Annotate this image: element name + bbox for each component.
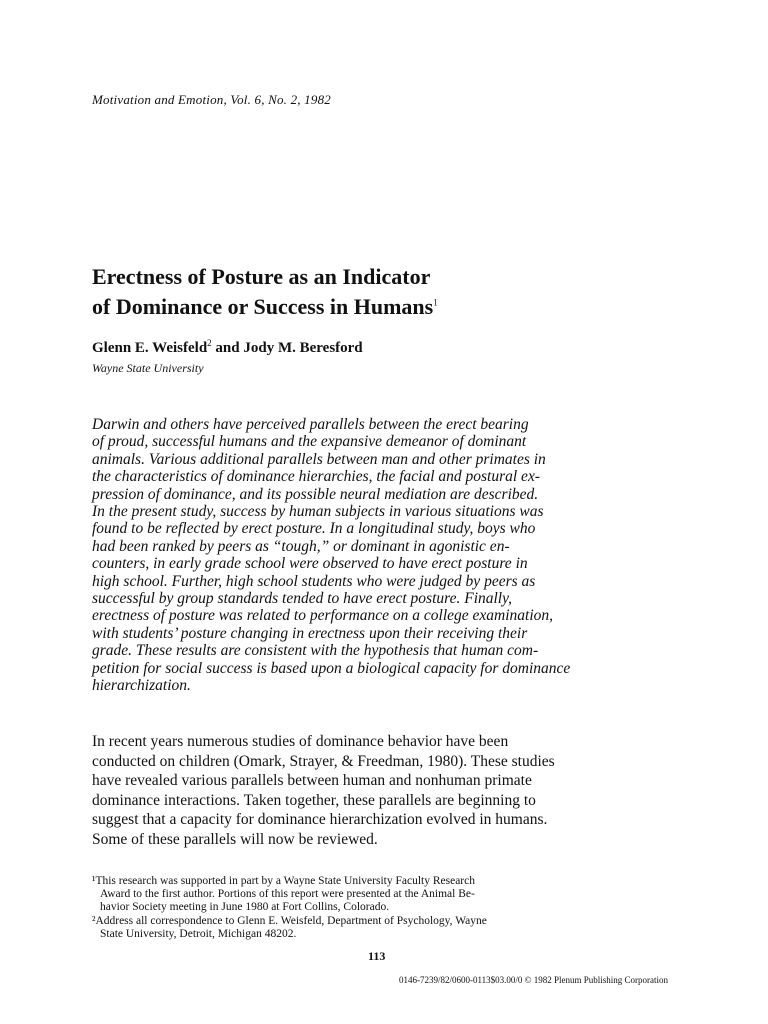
footnotes <box>92 875 672 941</box>
body-line: suggest that a capacity for dominance hierarchization evolved in humans. <box>92 811 548 828</box>
title-line-1: Erectness of Posture as an Indicator <box>92 264 431 289</box>
author-affiliation: Wayne State University <box>92 361 204 375</box>
author-2: Jody M. Beresford <box>243 340 363 356</box>
footnote-line: ²Address all correspondence to Glenn E. Weisfeld, Department of Psychology, Wayne <box>92 914 487 927</box>
body-line: dominance interactions. Taken together, these parallels are beginning to <box>92 791 536 809</box>
author-1: Glenn E. Weisfeld <box>92 340 208 356</box>
abstract-line: successful by group standards tended to have erect posture. Finally, <box>92 590 513 608</box>
page-number: 113 <box>368 949 386 963</box>
title-footnote-mark: 1 <box>433 297 438 308</box>
body-line: Some of these parallels will now be reviewed. <box>92 830 378 848</box>
footnote-line: havior Society meeting in June 1980 at Fort Collins, Colorado. <box>100 901 390 914</box>
title-line-2-text: of Dominance or Success in Humans <box>92 294 434 319</box>
body-paragraph <box>92 732 672 849</box>
title-line-2 <box>92 292 682 322</box>
article-title <box>92 262 682 322</box>
body-line: conducted on children (Omark, Strayer, & Freedman, 1980). These studies <box>92 752 555 770</box>
abstract-line: the characteristics of dominance hierarchies, the facial and postural ex- <box>92 468 540 486</box>
author-1-footnote-mark: 2 <box>207 338 212 348</box>
abstract-line: found to be reflected by erect posture. In a longitudinal study, boys who <box>92 520 536 538</box>
abstract-line: grade. These results are consistent with the hypothesis that human com- <box>92 642 539 660</box>
abstract-line: hierarchization. <box>92 677 191 695</box>
abstract-line: pression of dominance, and its possible neural mediation are described. <box>92 485 539 503</box>
copyright-line: 0146-7239/82/0600-0113$03.00/0 © 1982 Plenum Publishing Corporation <box>398 975 668 985</box>
abstract-line: had been ranked by peers as “tough,” or dominant in agonistic en- <box>92 537 510 555</box>
journal-citation: Motivation and Emotion, Vol. 6, No. 2, 1982 <box>92 92 331 107</box>
abstract-line: petition for social success is based upon a biological capacity for dominance <box>92 659 571 677</box>
abstract-line: with students’ posture changing in erectness upon their receiving their <box>92 624 528 642</box>
abstract-line: Darwin and others have perceived parallels between the erect bearing <box>92 416 529 433</box>
body-line: In recent years numerous studies of dominance behavior have been <box>92 733 509 750</box>
author-connector: and <box>211 340 244 356</box>
footnote-line: State University, Detroit, Michigan 48202. <box>100 927 297 940</box>
footnote-line: ¹This research was supported in part by a Wayne State University Faculty Research <box>92 875 475 887</box>
footnote-line: Award to the first author. Portions of this report were presented at the Animal Be- <box>100 888 475 901</box>
abstract <box>92 416 672 695</box>
abstract-line: of proud, successful humans and the expansive demeanor of dominant <box>92 433 527 451</box>
abstract-line: erectness of posture was related to performance on a college examination, <box>92 607 554 625</box>
body-line: have revealed various parallels between human and nonhuman primate <box>92 772 532 789</box>
author-list <box>92 340 363 357</box>
abstract-line: counters, in early grade school were observed to have erect posture in <box>92 555 528 573</box>
abstract-line: In the present study, success by human subjects in various situations was <box>92 503 544 521</box>
abstract-line: animals. Various additional parallels between man and other primates in <box>92 450 546 468</box>
abstract-line: high school. Further, high school students who were judged by peers as <box>92 572 536 590</box>
